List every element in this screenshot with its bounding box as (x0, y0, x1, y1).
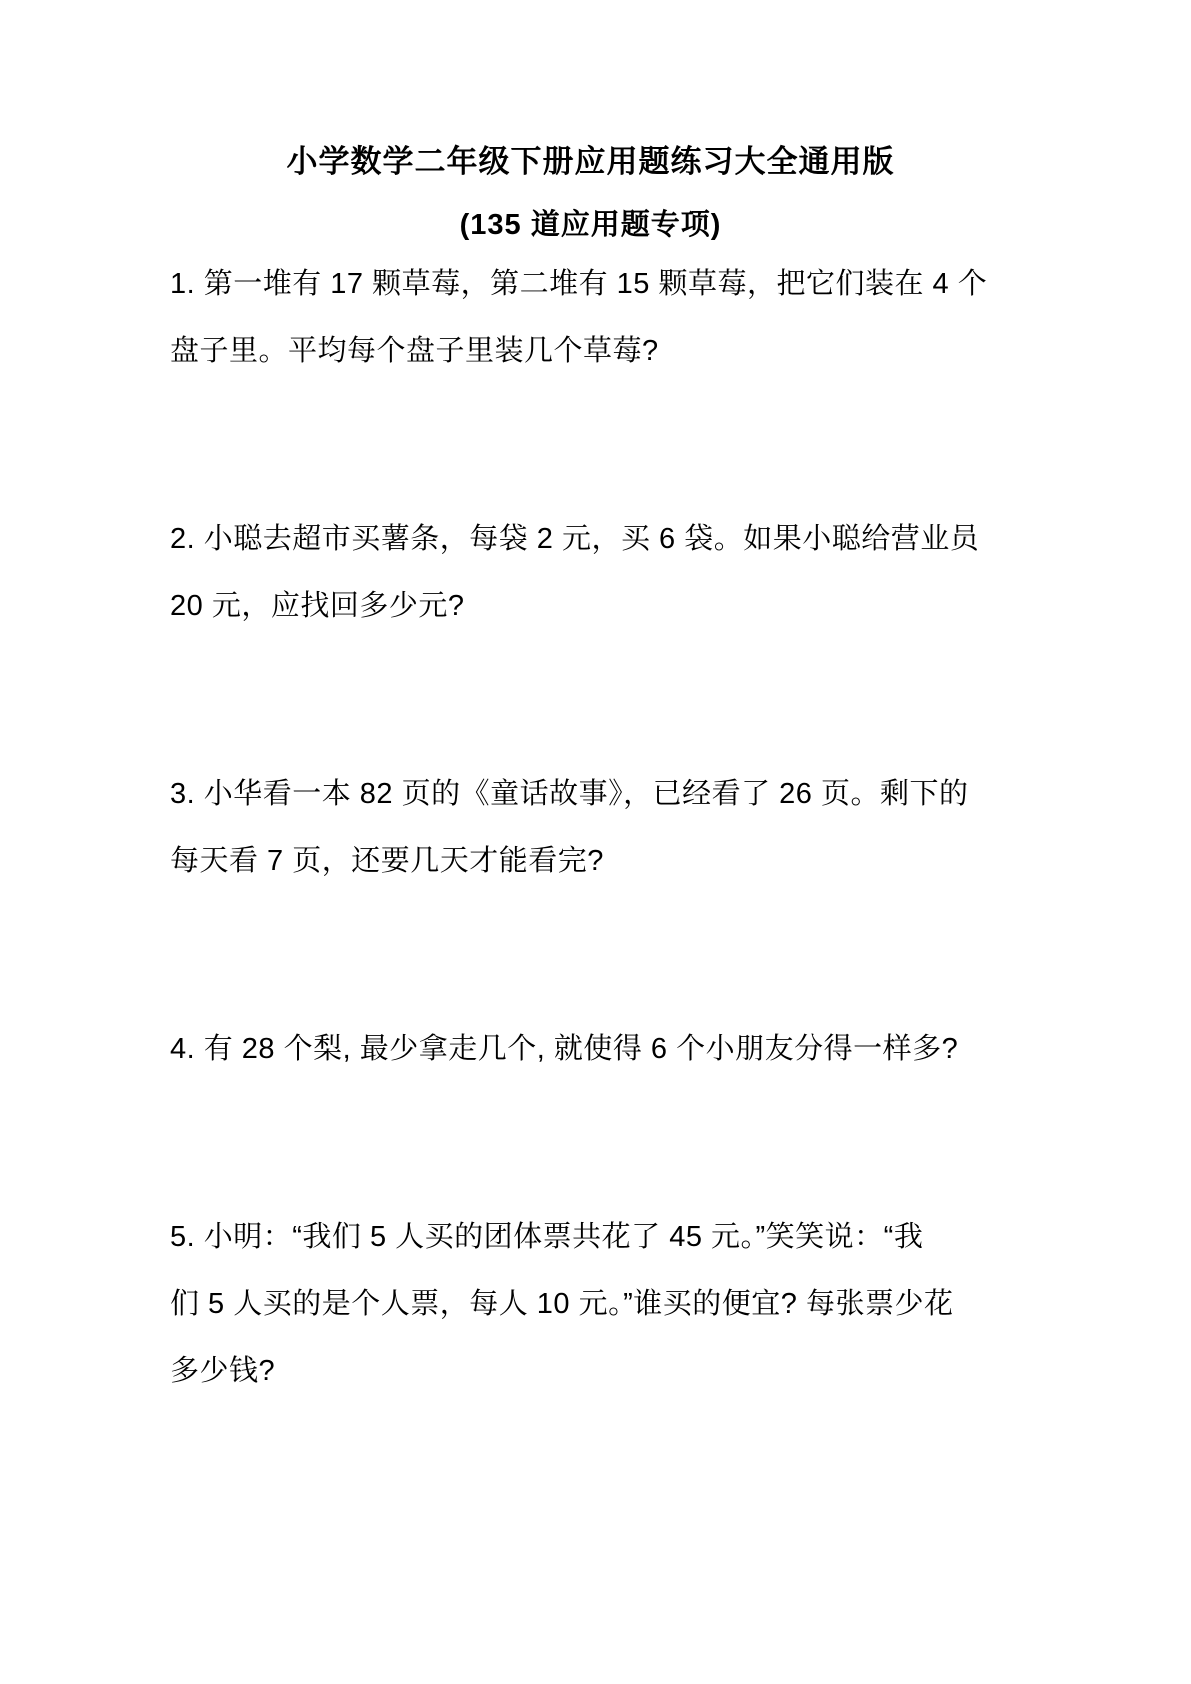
problem-list (170, 251, 1011, 1405)
problem-1-line-2: 盘子里。平均每个盘子里装几个草莓? (170, 334, 659, 367)
problem-4-line-1: 4. 有 28 个梨, 最少拿走几个, 就使得 6 个小朋友分得一样多? (170, 1032, 959, 1065)
problem-1 (170, 251, 1011, 385)
problem-3-line-1: 3. 小华看一本 82 页的《童话故事》，已经看了 26 页。剩下的 (170, 777, 969, 810)
problem-5-line-1: 5. 小明：“我们 5 人买的团体票共花了 45 元。”笑笑说：“我 (170, 1220, 924, 1253)
problem-1-line-1: 1. 第一堆有 17 颗草莓，第二堆有 15 颗草莓，把它们装在 4 个 (170, 267, 988, 300)
problem-5-line-2: 们 5 人买的是个人票，每人 10 元。”谁买的便宜? 每张票少花 (170, 1287, 954, 1320)
problem-2 (170, 506, 1011, 640)
worksheet-header (170, 146, 1011, 240)
problem-2-line-2: 20 元，应找回多少元? (170, 589, 465, 622)
page-subtitle: (135 道应用题专项) (459, 208, 722, 241)
problem-4 (170, 1016, 1011, 1083)
problem-5-line-3: 多少钱? (170, 1354, 276, 1387)
problem-3 (170, 761, 1011, 895)
problem-3-line-2: 每天看 7 页，还要几天才能看完? (170, 844, 604, 877)
page-title: 小学数学二年级下册应用题练习大全通用版 (286, 144, 895, 179)
problem-2-line-1: 2. 小聪去超市买薯条，每袋 2 元，买 6 袋。如果小聪给营业员 (170, 522, 980, 555)
problem-5 (170, 1204, 1011, 1405)
